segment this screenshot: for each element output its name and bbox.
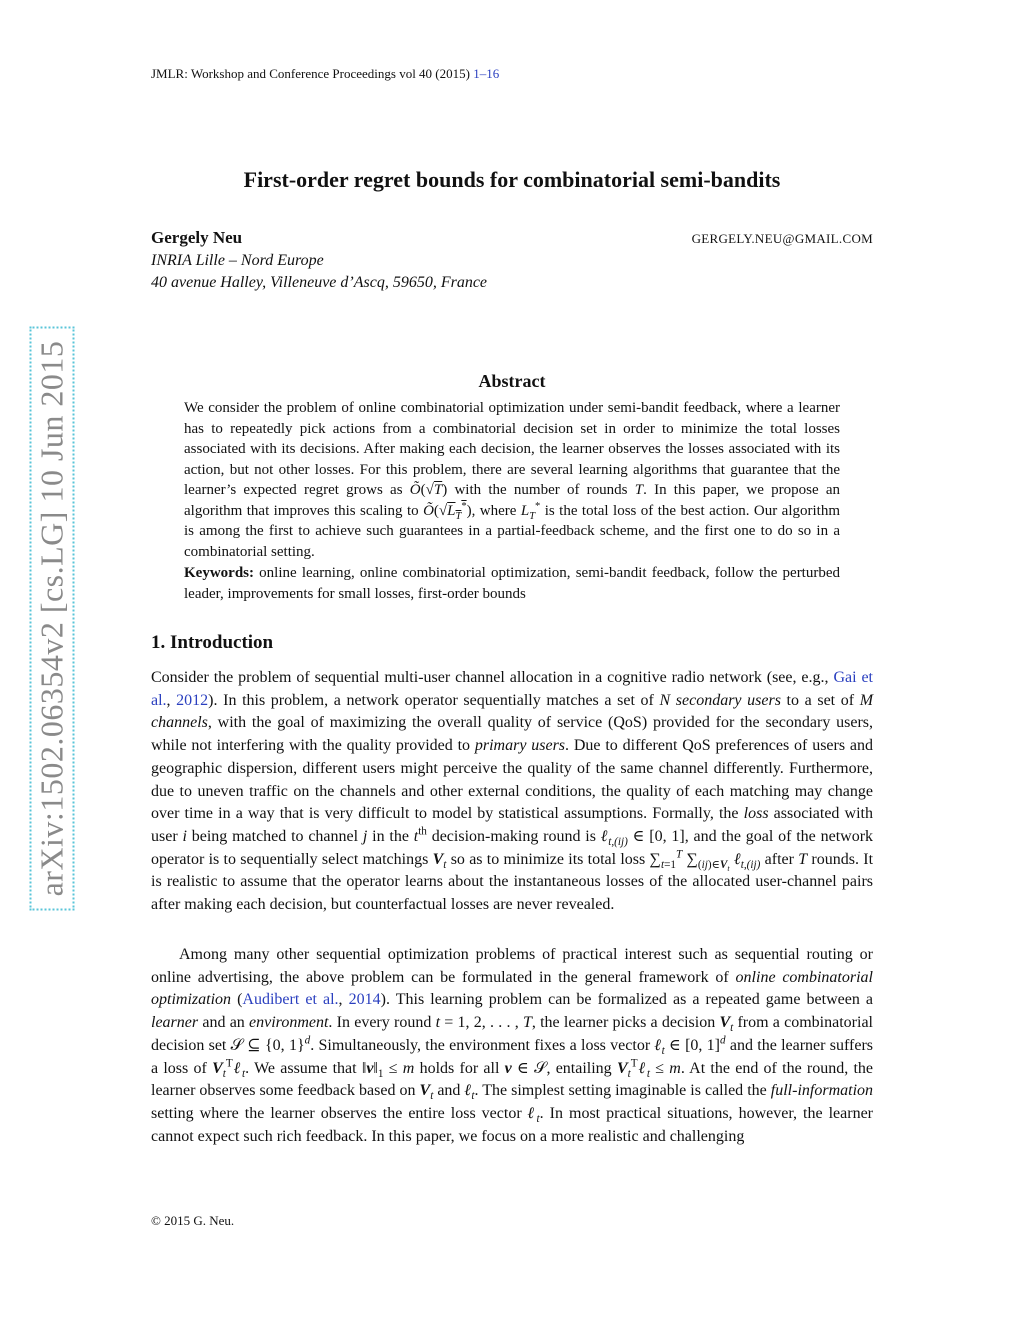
citation-audibert-year[interactable]: 2014 [348, 991, 381, 1009]
arxiv-stamp: arXiv:1502.06354v2 [cs.LG] 10 Jun 2015 [30, 327, 75, 911]
copyright-footer: © 2015 G. Neu. [151, 1213, 235, 1228]
abstract-heading: Abstract [478, 371, 546, 391]
keywords-label: Keywords: [184, 565, 254, 581]
intro-paragraph-2: Among many other sequential optimization problems of practical interest such as sequential routing or online advertising, the above problem can be formulated in the general framework of online combinatorial optimization (Audibert et al., 2014). This learning problem can be formalized as a repeated game between a learner and an environment. In every round t = 1, 2, . . . , T, the learner picks a decision $V_t$ from a combinatorial decision set 𝒮 ⊆ {0, 1}$^d$. Simultaneously, the environment fixes a loss vector ℓ$_t$ ∈ [0, 1]$^d$ and the learner suffers a loss of $V_t^T\ell_t$. We assume that $‖v‖_1 \le m$ holds for all v ∈ 𝒮, entailing $V_t^T\ell_t \le m$. At the end of the round, the learner observes some feedback based on $V_t$ and ℓ$_t$. The simplest setting imaginable is called the full-information setting where the learner observes the entire loss vector ℓ$_t$. In most practical situations, however, the learner cannot expect such rich feedback. In this paper, we focus on a more realistic and challenging [151, 946, 874, 1145]
section-title: Introduction [170, 632, 274, 653]
paper-title: First-order regret bounds for combinatorial semi-bandits [243, 167, 781, 192]
abstract-body: We consider the problem of online combinatorial optimization under semi-bandit feedback, where a learner has to repeatedly pick actions from a combinatorial decision set in order to minimize the total losses associated with its decisions. After making each decision, the learner observes the losses associated with its action, but not other losses. For this problem, there are several learning algorithms that guarantee that the learner’s expected regret grows as Õ(√T) with the number of rounds T. In this paper, we propose an algorithm that improves this scaling to $Õ(√L_T^*)$, where $L_T^*$ is the total loss of the best action. Our algorithm is among the first to achieve such guarantees in a partial-feedback scheme, and the first one to do so in a combinatorial setting. [184, 400, 841, 560]
author-affiliation: INRIA Lille – Nord Europe [151, 252, 324, 269]
intro-paragraph-1: Consider the problem of sequential multi-user channel allocation in a cognitive radio network (see, e.g., Gai et al., 2012). In this problem, a network operator sequentially matches a set of N secondary users to a set of M channels, with the goal of maximizing the overall quality of service (QoS) provided for the secondary users, while not interfering with the quality provided to primary users. Due to different QoS preferences of users and geographic dispersion, different users might perceive the quality of the same channel differently. Furthermore, due to uneven traffic on the channels and other external conditions, the quality of each matching may change over time in a way that is very difficult to model by statistical assumptions. Formally, the loss associated with user i being matched to channel j in the $t^{th}$ decision-making round is ℓ$_{t,(ij)}$ ∈ [0, 1], and the goal of the network operator is to sequentially select matchings $V_t$ so as to minimize its total loss $\sum_{t=1}^T$ $\sum_{(ij)\in V_t}$ ℓ$_{t,(ij)}$ after T rounds. It is realistic to assume that the operator learns about the instantaneous losses of the allocated user-channel pairs after making each decision, but counterfactual losses are never revealed. [151, 669, 874, 914]
author-address: 40 avenue Halley, Villeneuve d’Ascq, 59650, France [151, 274, 488, 291]
author-email: GERGELY.NEU@GMAIL.COM [691, 231, 873, 246]
citation-gai[interactable]: Gai et al. [151, 669, 874, 709]
section-heading [151, 632, 273, 654]
running-header [151, 66, 499, 82]
author-name: Gergely Neu [151, 228, 243, 247]
keywords-list: online learning, online combinatorial optimization, semi-bandit feedback, follow the perturbed leader, improvements for small losses, first-order bounds [184, 565, 841, 602]
citation-gai-year[interactable]: 2012 [176, 691, 209, 709]
section-number: 1. [151, 632, 166, 653]
page-range-link[interactable]: 1–16 [473, 66, 500, 81]
keywords [184, 563, 840, 604]
journal-name: JMLR: Workshop and Conference Proceedings vol 40 (2015) [151, 66, 470, 81]
citation-audibert[interactable]: Audibert et al. [242, 991, 339, 1009]
